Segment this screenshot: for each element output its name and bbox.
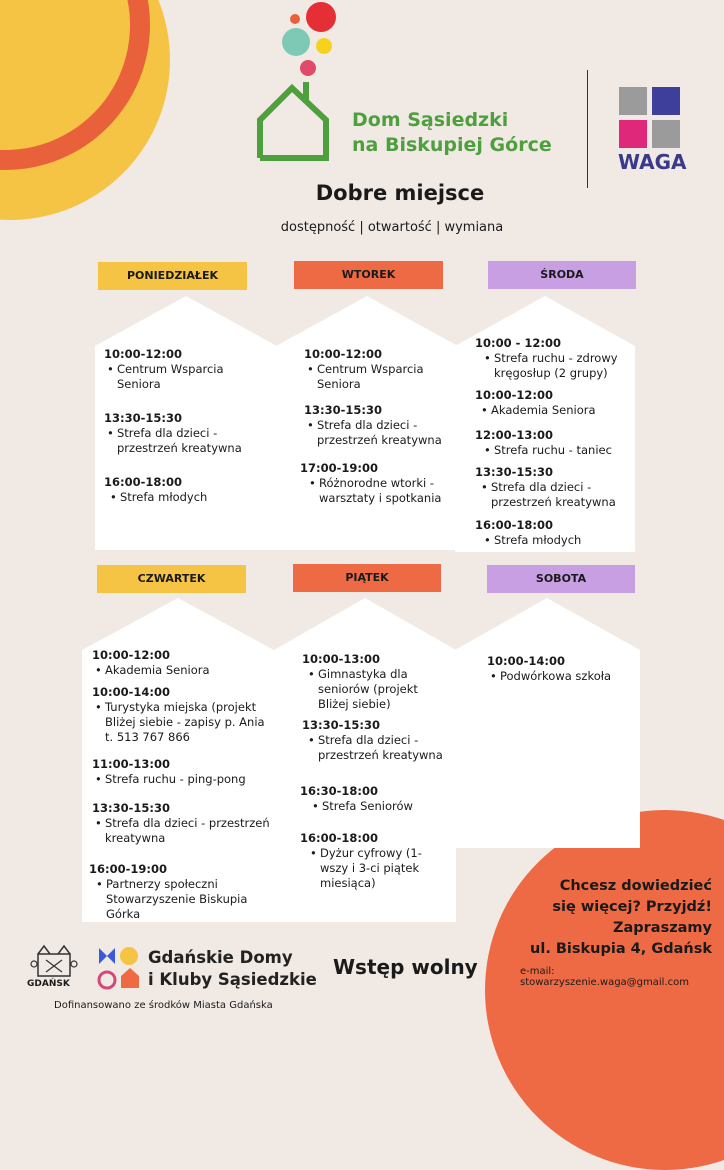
entry-time: 10:00-12:00	[104, 347, 182, 361]
call-to-action	[526, 876, 712, 960]
entry-time: 11:00-13:00	[92, 757, 170, 771]
schedule-entry	[92, 648, 270, 678]
gdansk-label: GDAŃSK	[27, 979, 70, 989]
schedule-entry	[92, 801, 270, 846]
entry-item: • Turystyka miejska (projekt Bliżej siebie - zapisy p. Ania t. 513 767 866	[95, 700, 270, 745]
entry-time: 10:00-12:00	[304, 347, 382, 361]
entry-time: 10:00-12:00	[92, 648, 170, 662]
schedule-entry	[104, 347, 254, 392]
schedule-entry	[104, 411, 254, 456]
entry-item: • Centrum Wsparcia Seniora	[307, 362, 448, 392]
day-label-saturday: SOBOTA	[487, 565, 635, 593]
entry-time: 13:30-15:30	[302, 718, 380, 732]
entry-time: 10:00-12:00	[475, 388, 553, 402]
entry-item: • Strefa młodych	[484, 533, 630, 548]
cta-line: się więcej? Przyjdź!	[552, 899, 712, 915]
logo-text	[352, 108, 552, 158]
schedule-entry	[300, 831, 450, 891]
entry-item: • Strefa ruchu - zdrowy kręgosłup (2 grupy)	[484, 351, 630, 381]
clubs-logo-icon	[97, 946, 141, 990]
entry-time: 10:00-14:00	[487, 654, 565, 668]
day-card-saturday	[455, 598, 640, 848]
orange-circle-decoration	[485, 810, 724, 1170]
schedule-entry	[302, 718, 450, 763]
schedule-entry	[304, 347, 448, 392]
entry-item: • Dyżur cyfrowy (1-wszy i 3-ci piątek miesiąca)	[310, 846, 450, 891]
entry-item: • Strefa ruchu - taniec	[484, 443, 630, 458]
entry-time: 13:30-15:30	[475, 465, 553, 479]
schedule-entry	[475, 465, 630, 510]
schedule-entry	[302, 652, 450, 712]
clubs-line-1: Gdańskie Domy	[148, 948, 293, 967]
entry-time: 16:00-18:00	[300, 831, 378, 845]
day-label-monday: PONIEDZIAŁEK	[98, 262, 247, 290]
day-label-thursday: CZWARTEK	[97, 565, 246, 593]
schedule-entry	[487, 654, 635, 684]
day-label-wednesday: ŚRODA	[488, 261, 636, 289]
entry-item: • Strefa ruchu - ping-pong	[95, 772, 270, 787]
entry-time: 16:00-18:00	[475, 518, 553, 532]
entry-item: • Partnerzy społeczni Stowarzyszenie Biskupia Górka	[96, 877, 269, 922]
schedule-entry	[300, 461, 448, 506]
entry-item: • Podwórkowa szkoła	[490, 669, 635, 684]
entry-time: 10:00-14:00	[92, 685, 170, 699]
day-card-wednesday	[455, 296, 635, 552]
entry-time: 13:30-15:30	[92, 801, 170, 815]
entry-time: 17:00-19:00	[300, 461, 378, 475]
entry-item: • Strefa dla dzieci - przestrzeń kreatywna	[307, 418, 448, 448]
entry-time: 10:00-13:00	[302, 652, 380, 666]
page-title: Dobre miejsce	[315, 181, 485, 205]
entry-item: • Akademia Seniora	[481, 403, 630, 418]
entry-item: • Strefa Seniorów	[312, 799, 450, 814]
schedule-entry	[475, 428, 630, 458]
funding-note: Dofinansowano ze środków Miasta Gdańska	[54, 1000, 273, 1011]
logo-divider	[587, 70, 588, 188]
waga-logo-icon	[619, 87, 681, 149]
entry-time: 13:30-15:30	[304, 403, 382, 417]
entry-time: 12:00-13:00	[475, 428, 553, 442]
entry-item: • Centrum Wsparcia Seniora	[107, 362, 254, 392]
cta-line: Chcesz dowiedzieć	[559, 878, 712, 894]
entry-item: • Strefa dla dzieci - przestrzeń kreatywna	[308, 733, 450, 763]
gdansk-crest-icon	[30, 944, 78, 978]
schedule-entry	[104, 475, 254, 505]
entry-item: • Strefa dla dzieci - przestrzeń kreatywna	[481, 480, 630, 510]
cta-line: Zapraszamy	[612, 920, 712, 936]
schedule-entry	[475, 388, 630, 418]
contact-email: e-mail: stowarzyszenie.waga@gmail.com	[520, 966, 689, 988]
schedule-entry	[89, 862, 269, 922]
logo-house-icon	[256, 2, 346, 164]
free-entry-label: Wstęp wolny	[333, 955, 478, 979]
schedule-entry	[304, 403, 448, 448]
entry-time: 16:00-18:00	[104, 475, 182, 489]
page-subtitle: dostępność | otwartość | wymiana	[280, 220, 504, 235]
logo-line-1: Dom Sąsiedzki	[352, 109, 509, 131]
schedule-entry	[92, 757, 270, 787]
cta-line: ul. Biskupia 4, Gdańsk	[530, 941, 712, 957]
entry-time: 13:30-15:30	[104, 411, 182, 425]
entry-time: 16:00-19:00	[89, 862, 167, 876]
waga-name: WAGA	[618, 150, 687, 174]
logo-line-2: na Biskupiej Górce	[352, 134, 552, 156]
schedule-entry	[475, 518, 630, 548]
schedule-entry	[92, 685, 270, 745]
entry-item: • Strefa młodych	[110, 490, 254, 505]
entry-time: 10:00 - 12:00	[475, 336, 561, 350]
clubs-name	[148, 947, 317, 991]
clubs-line-2: i Kluby Sąsiedzkie	[148, 970, 317, 989]
day-label-friday: PIĄTEK	[293, 564, 441, 592]
schedule-entry	[300, 784, 450, 814]
entry-item: • Gimnastyka dla seniorów (projekt Bliżej siebie)	[308, 667, 450, 712]
entry-item: • Strefa dla dzieci - przestrzeń kreatywna	[95, 816, 270, 846]
entry-item: • Akademia Seniora	[95, 663, 270, 678]
schedule-entry	[475, 336, 630, 381]
entry-item: • Strefa dla dzieci - przestrzeń kreatywna	[107, 426, 254, 456]
entry-time: 16:30-18:00	[300, 784, 378, 798]
day-label-tuesday: WTOREK	[294, 261, 443, 289]
entry-item: • Różnorodne wtorki - warsztaty i spotkania	[309, 476, 448, 506]
